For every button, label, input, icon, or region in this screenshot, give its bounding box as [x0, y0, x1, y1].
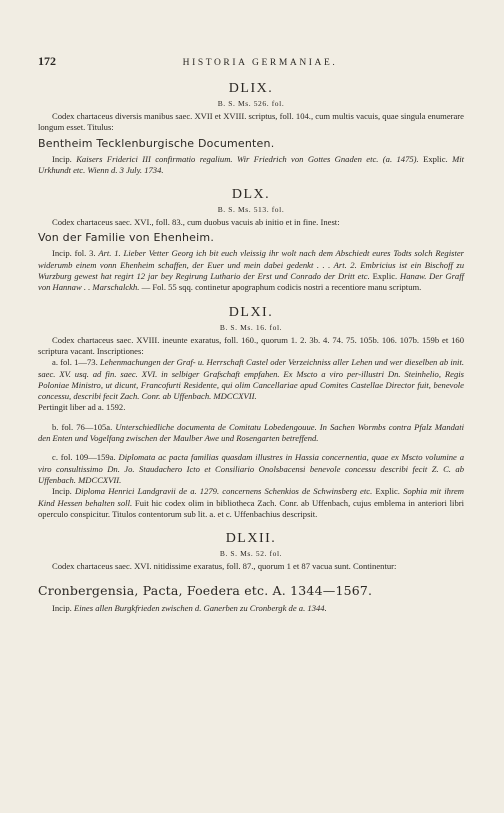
- entry-item-a: [38, 357, 464, 402]
- page-number: 172: [38, 54, 56, 68]
- entry-description: Codex chartaceus diversis manibus saec. XVII et XVIII. scriptus, foll. 104., cum multis vacuis, quae singula enumerare longum esset. Titulus:: [38, 111, 464, 133]
- explicit-text: Hanaw. Der Graff von Hannaw . . Marschalckh.: [38, 271, 464, 293]
- entry-item-c-incipit: [38, 486, 464, 520]
- entry-numeral: DLXII.: [225, 531, 277, 547]
- running-head: [38, 54, 464, 69]
- explicit-text: Sophia mit ihrem Kind Hessen behalten soll.: [38, 486, 464, 508]
- entry-dlix: [38, 81, 464, 176]
- entry-incipit: [38, 154, 464, 177]
- entry-note: Fuit hic codex olim in bibliotheca Zach. Conr. ab Uffenbach, cujus emblema in anteriori libri operculo conspicitur. Titulos contentorum sub lit. a. et c. Uffenbachius descripsit.: [38, 497, 464, 519]
- explicit-label: Explic.: [372, 271, 398, 282]
- item-label: c. fol. 109—159a.: [52, 452, 116, 463]
- incipit-label: Incip. fol. 3.: [52, 248, 96, 259]
- entry-numeral: DLIX.: [228, 81, 274, 96]
- incipit-text: Kaisers Friderici III confirmatio regalium. Wir Friedrich von Gottes Gnaden etc. (a. 1475).: [76, 153, 419, 164]
- entry-shelfmark: B. S. Ms. 16. fol.: [219, 322, 283, 332]
- item-text: Diplomata ac pacta familias quasdam illustres in Hassia concernentia, quae ex Mscto volumine a viro consultissimo Dn. Jo. Staudachero Icto et Consiliario Onolsbacensi benevole concessu describi fecit Z. C. ab Uffenbach. MDCCXVII.: [38, 452, 464, 485]
- entry-description: Codex chartaceus saec. XVIII. ineunte exaratus, foll. 160., quorum 1. 2. 3b. 4. 74. 75. 105b. 106. 107b. 159b et 160 scriptura vacant. Inscriptiones:: [38, 334, 464, 356]
- item-label: a. fol. 1—73.: [52, 357, 98, 368]
- entry-description: Codex chartaceus saec. XVI., foll. 83., cum duobus vacuis ab initio et in fine. Inest:: [52, 217, 340, 228]
- entry-item-b: [38, 422, 464, 445]
- entry-dlxii: [38, 531, 464, 615]
- incipit-label: Incip.: [52, 153, 72, 164]
- entry-title: Von der Familie von Ehenheim.: [38, 231, 215, 245]
- item-label: b. fol. 76—105a.: [52, 421, 113, 432]
- incipit-text: Diploma Henrici Landgravii de a. 1279. concernens Schenkios de Schwinsberg etc.: [74, 486, 373, 497]
- entry-dlxi: [38, 305, 464, 520]
- entry-shelfmark: B. S. Ms. 513. fol.: [217, 205, 285, 215]
- entry-title: Cronbergensia, Pacta, Foedera etc. A. 1344—1567.: [38, 583, 373, 599]
- entry-shelfmark: B. S. Ms. 52. fol.: [219, 549, 283, 559]
- incipit-text: Art. 1. Lieber Vetter Georg ich bit euch vleissig ihr wolt nach dem Abschiedt eures Todts solch Register widerumb einem vonn Ehenheim schaffen, der Euer und mein dabei gedenkt . . . Art. 2. Embricius ist ein Bischoff zu Wurzburg gewest hat regirt 12 jar bey Regirung Luthario der Erst und Conrado der Dritt etc.: [38, 248, 464, 282]
- item-text: Lehenmachungen der Graf- u. Herrschaft Castel oder Verzeichniss aller Lehen und wer dieselben ab init. saec. XV. usq. ad fin. saec. XVI. in selbiger Grafschaft empfahen. Ex Mscto a viro per-illustri Dn. Steinhelio, Regis Poloniae Ministro, ut dicunt, Francofurti Residente, qui olim Cancellariae apud Comites Castellae Director fuit, benevole concessu, describi fecit Zach. Conr. ab Uffenbach. MDCCXVII.: [38, 357, 464, 402]
- entry-description: Codex chartaceus saec. XVI. nitidissime exaratus, foll. 87., quorum 1 et 87 vacua sunt. Continentur:: [52, 561, 397, 572]
- entry-item-a-note: Pertingit liber ad a. 1592.: [38, 402, 126, 413]
- incipit-label: Incip.: [52, 603, 72, 614]
- entry-item-c: [38, 452, 464, 486]
- explicit-label: Explic.: [423, 153, 448, 164]
- entry-title: Bentheim Tecklenburgische Documenten.: [38, 136, 275, 150]
- entry-incipit: [38, 248, 464, 293]
- entry-numeral: DLXI.: [228, 304, 274, 320]
- entry-shelfmark: B. S. Ms. 526. fol.: [217, 99, 285, 108]
- running-title: HISTORIA GERMANIAE.: [182, 58, 338, 68]
- entry-dlx: [38, 187, 464, 293]
- entry-numeral: DLX.: [231, 187, 271, 203]
- incipit-label: Incip.: [52, 486, 72, 497]
- incipit-text: Eines allen Burgkfrieden zwischen d. Ganerben zu Cronbergk de a. 1344.: [73, 603, 327, 614]
- explicit-text: Mit Urkhundt etc. Wienn d. 3 July. 1734.: [38, 153, 464, 175]
- entry-note: — Fol. 55 sqq. continetur apographum codicis nostri a recentiore manu scriptum.: [141, 282, 422, 293]
- explicit-label: Explic.: [375, 486, 400, 497]
- entry-incipit: [38, 603, 464, 614]
- item-text: Unterschiedliche documenta de Comitatu Lobedengouue. In Sachen Wormbs contra Pfalz Mandati den Enten und Vogelfang zwischen der Maulber Awe und Rosengarten betreffend.: [38, 421, 464, 444]
